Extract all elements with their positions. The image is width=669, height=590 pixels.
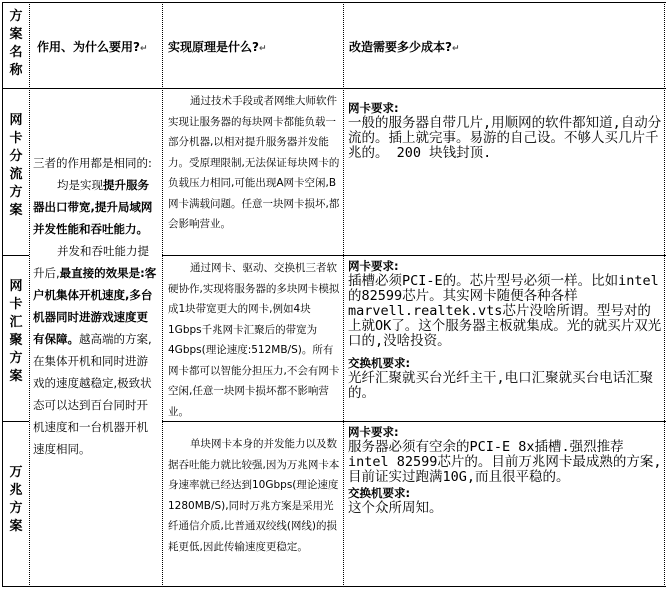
- cost-nic-aggregate: [348, 258, 662, 419]
- cost-10g: [348, 424, 662, 584]
- row-name-char: 流: [9, 167, 23, 182]
- nic-requirement-label: 网卡要求:: [348, 259, 399, 273]
- purpose-intro: 三者的作用都是相同的:: [33, 156, 152, 170]
- comparison-table: [2, 2, 666, 587]
- row-divider-1-l: [2, 255, 29, 256]
- col-divider-3: [343, 2, 345, 587]
- header-char: 称: [9, 63, 23, 78]
- purpose-para-1: [33, 174, 159, 240]
- nic-requirement-label: 网卡要求:: [348, 101, 399, 115]
- principle-nic-split: [168, 91, 340, 253]
- row-name-char: 案: [9, 203, 23, 218]
- purpose-p1-plain: 均是实现: [57, 178, 103, 192]
- table-border-top: [2, 2, 666, 3]
- cost-r1-nic: 一般的服务器自带几片,用顺网的软件都知道,自动分流的。插上就完事。易游的自己设。不够人买几片千兆的。 200 块钱封顶.: [348, 115, 662, 161]
- row-name-char: 方: [9, 185, 23, 200]
- purpose-p2-bold: 最直接的效果是:客户机集体开机速度,多台机器同时进游戏速度更有保障。: [33, 266, 157, 346]
- header-cost: 改造需要多少成本?↵: [349, 40, 460, 54]
- header-cost-text: 改造需要多少成本?: [349, 40, 452, 54]
- row-name-char: 汇: [9, 315, 23, 330]
- row-name-char: 方: [9, 501, 23, 516]
- header-purpose-text: 作用、为什么要用?: [37, 40, 140, 54]
- header-scheme-name: [3, 8, 29, 86]
- nic-requirement-label: 网卡要求:: [348, 425, 399, 439]
- principle-nic-aggregate: [168, 258, 340, 419]
- row-divider-1-r: [162, 255, 666, 256]
- cost-r3-nic: 服务器必须有空余的PCI-E 8x插槽.强烈推荐intel 82599芯片的。目前万兆网卡最成熟的方案,目前证实过跑满10G,而且很平稳的。: [348, 439, 662, 485]
- purpose-p2-plain: 并发和吞吐能力提升后,: [33, 244, 149, 280]
- cost-nic-split: [348, 100, 662, 252]
- row-name-char: 方: [9, 351, 23, 366]
- row-name-char: 万: [9, 465, 23, 480]
- row-name-char: 网: [9, 279, 23, 294]
- row-name-char: 分: [9, 149, 23, 164]
- purpose-para-2: [33, 240, 159, 460]
- col-divider-1: [29, 2, 31, 587]
- table-border-right: [664, 2, 666, 587]
- row-name-char: 卡: [9, 297, 23, 312]
- row-divider-2-l: [2, 421, 29, 422]
- row-divider-header: [2, 88, 666, 89]
- switch-requirement-label: 交换机要求:: [348, 486, 411, 500]
- row-name-char: 案: [9, 519, 23, 534]
- purpose-p1-bold: 提升服务器出口带宽,提升局域网并发性能和吞吐能力。: [33, 178, 153, 236]
- row-divider-2-r: [162, 421, 666, 422]
- principle-r2-text: 通过网卡、驱动、交换机三者软硬协作,实现将服务器的多块网卡模拟成1块带宽更大的网卡,例如4块1Gbps千兆网卡汇聚后的带宽为4Gbps(理论速度:512MB/S)。所有网卡都可以智能分担压力,不会有网卡空闲,任意一块网卡损坏都不影响营业。: [168, 262, 340, 418]
- header-purpose: 作用、为什么要用?↵: [37, 40, 148, 54]
- cost-r3-switch: 这个众所周知。: [348, 500, 443, 516]
- header-principle: 实现原理是什么?↵: [168, 40, 267, 54]
- header-char: 案: [9, 27, 23, 42]
- row-name-nic-split: [3, 112, 29, 252]
- principle-r1-text: 通过技术手段或者网维大师软件实现让服务器的每块网卡都能负载一部分机器,以相对提升服务器并发能力。受原理限制,无法保证每块网卡的负载压力相同,可能出现A网卡空闲,B网卡满载问题。任意一块网卡损坏,都会影响营业。: [168, 95, 340, 230]
- switch-requirement-label: 交换机要求:: [348, 356, 411, 370]
- header-principle-text: 实现原理是什么?: [168, 40, 259, 54]
- cost-r2-switch: 光纤汇聚就买台光纤主干,电口汇聚就买台电话汇聚的。: [348, 370, 654, 401]
- row-divider-1: [2, 88, 29, 89]
- row-name-char: 案: [9, 369, 23, 384]
- row-name-char: 网: [9, 113, 23, 128]
- header-char: 方: [9, 9, 23, 24]
- purpose-p2-tail: 越高端的方案,在集体开机和同时进游戏的速度越稳定,极致状态可以达到百台同时开机速度和一台机器开机速度相同。: [33, 332, 152, 456]
- principle-r3-text: 单块网卡本身的并发能力以及数据吞吐能力就比较强,因为万兆网卡本身速率就已经达到10Gbps(理论速度1280MB/S),同时万兆方案是采用光纤通信介质,比普通双绞线(网线)的损耗更低,因此传输速度更稳定。: [168, 438, 340, 553]
- header-char: 名: [9, 45, 23, 60]
- col-divider-2: [162, 2, 164, 587]
- table-border-bottom: [2, 586, 666, 587]
- principle-10g: [168, 434, 340, 584]
- purpose-cell: [33, 152, 159, 502]
- cost-r2-nic: 插槽必须PCI-E的。芯片型号必须一样。比如intel的82599芯片。其实网卡随便各种各样marvell.realtek.vts芯片没啥所谓。型号对的上就OK了。这个服务器主板就集成。光的就买片双光口的,没啥投资。: [348, 273, 662, 349]
- row-name-char: 兆: [9, 483, 23, 498]
- row-name-char: 聚: [9, 333, 23, 348]
- row-name-10g: [3, 464, 29, 564]
- row-name-char: 卡: [9, 131, 23, 146]
- row-name-nic-aggregate: [3, 278, 29, 418]
